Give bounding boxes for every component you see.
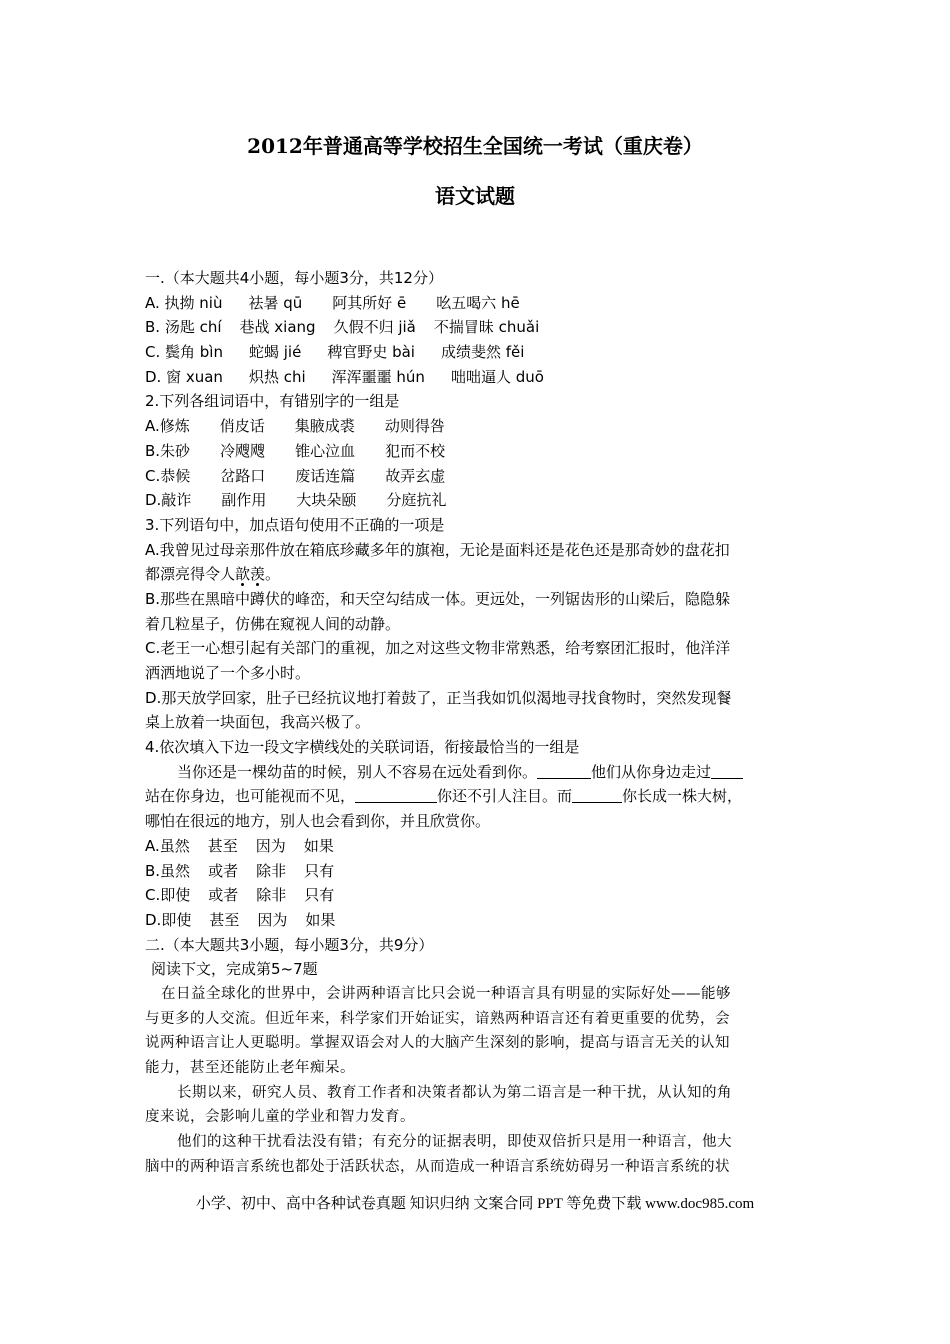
passage-para1-line1: 在日益全球化的世界中，会讲两种语言比只会说一种语言具有明显的实际好处——能够 — [161, 985, 731, 1002]
q3-option-d-line1: D.那天放学回家，肚子已经抗议地打着鼓了，正当我如饥似渴地寻找食物时，突然发现餐 — [145, 688, 732, 707]
q4-option-c: C.即使 或者 除非 只有 — [145, 886, 335, 905]
q4-passage-line1: 当你还是一棵幼苗的时候，别人不容易在远处看到你。 他们从你身边走过 — [145, 760, 810, 785]
q3-option-b-line1: B.那些在黑暗中蹲伏的峰峦，和天空勾结成一体。更远处，一列锯齿形的山梁后，隐隐躲 — [145, 589, 731, 608]
exam-title: 2012年普通高等学校招生全国统一考试（重庆卷） — [247, 134, 703, 158]
q2-stem: 2.下列各组词语中，有错别字的一组是 — [145, 392, 400, 411]
section2-heading: 二.（本大题共3小题，每小题3分，共9分） — [145, 935, 434, 954]
q1-option-a: A. 执拗 niù 祛暑 qū 阿其所好 ē 吆五喝六 hē — [145, 293, 520, 312]
q4-option-a: A.虽然 甚至 因为 如果 — [145, 836, 334, 855]
answer-blank — [572, 786, 622, 803]
passage-para3-line1: 他们的这种干扰看法没有错；有充分的证据表明，即使双倍折只是用一种语言，他大 — [177, 1134, 732, 1151]
q3-option-a-line2: 都漂亮得令人歆羡。 — [145, 565, 281, 584]
q2-option-b: B.朱砂 冷飕飕 锥心泣血 犯而不校 — [145, 441, 446, 460]
q3-option-d-line2: 桌上放着一块面包，我高兴极了。 — [145, 713, 371, 732]
q4-option-b: B.虽然 或者 除非 只有 — [145, 861, 335, 880]
q1-option-b: B. 汤匙 chí 巷战 xiang 久假不归 jiǎ 不揣冒昧 chuǎi — [145, 318, 540, 337]
emphasis-dot-char: 歆 — [235, 565, 251, 584]
section1-heading: 一.（本大题共4小题，每小题3分，共12分） — [145, 269, 443, 287]
q4-passage-line2: 站在你身边，也可能视而不见， 你还不引人注目。而 你长成一株大树， — [145, 787, 743, 806]
q3-stem: 3.下列语句中，加点语句使用不正确的一项是 — [145, 515, 445, 534]
answer-blank — [355, 786, 437, 803]
passage-para2-line1: 长期以来，研究人员、教育工作者和决策者都认为第二语言是一种干扰，从认知的角 — [177, 1084, 732, 1101]
q1-option-c: C. 鬓角 bìn 蛇蝎 jié 稗官野史 bài 成绩斐然 fěi — [145, 343, 525, 362]
q4-stem: 4.依次填入下边一段文字横线处的关联词语，衔接最恰当的一组是 — [145, 738, 580, 757]
passage-para1-line2: 与更多的人交流。但近年来，科学家们开始证实，谙熟两种语言还有着更重要的优势，会 — [145, 1010, 730, 1027]
answer-blank — [537, 762, 591, 779]
q2-option-a: A.修炼 俏皮话 集腋成裘 动则得咎 — [145, 417, 445, 436]
passage-para3-line2: 脑中的两种语言系统也都处于活跃状态，从而造成一种语言系统妨碍另一种语言系统的状 — [145, 1158, 730, 1175]
passage-para2-line2: 度来说，会影响儿童的学业和智力发育。 — [145, 1109, 415, 1126]
q3-option-c-line1: C.老王一心想引起有关部门的重视，加之对这些文物非常熟悉，给考察团汇报时，他洋洋 — [145, 639, 731, 658]
exam-content — [145, 266, 810, 1179]
q3-option-b-line2: 着几粒星子，仿佛在窥视人间的动静。 — [145, 614, 401, 633]
passage-para1-line4: 能力，甚至还能防止老年痴呆。 — [145, 1060, 355, 1076]
q1-option-d: D. 窗 xuan 炽热 chi 浑浑噩噩 hún 咄咄逼人 duō — [145, 367, 544, 386]
q3-option-a-line1: A.我曾见过母亲那件放在箱底珍藏多年的旗袍，无论是面料还是花色还是那奇妙的盘花扣 — [145, 540, 730, 559]
q2-option-d: D.敲诈 副作用 大块朵颐 分庭抗礼 — [145, 491, 447, 510]
q4-passage-line3: 哪怕在很远的地方，别人也会看到你，并且欣赏你。 — [145, 812, 491, 831]
q2-option-c: C.恭候 岔路口 废话连篇 故弄玄虚 — [145, 466, 446, 485]
section2-intro: 阅读下文，完成第5~7题 — [151, 960, 318, 979]
footer-text: 小学、初中、高中各种试卷真题 知识归纳 文案合同 PPT 等免费下载 www.doc985.com — [195, 1196, 755, 1212]
emphasis-dot-char: 羡 — [250, 565, 266, 584]
answer-blank — [711, 762, 743, 779]
q4-option-d: D.即使 甚至 因为 如果 — [145, 910, 336, 929]
exam-subtitle: 语文试题 — [435, 184, 515, 208]
passage-para1-line3: 说两种语言让人更聪明。掌握双语会对人的大脑产生深刻的影响，提高与语言无关的认知 — [145, 1035, 730, 1052]
q3-option-c-line2: 洒洒地说了一个多小时。 — [145, 664, 311, 682]
